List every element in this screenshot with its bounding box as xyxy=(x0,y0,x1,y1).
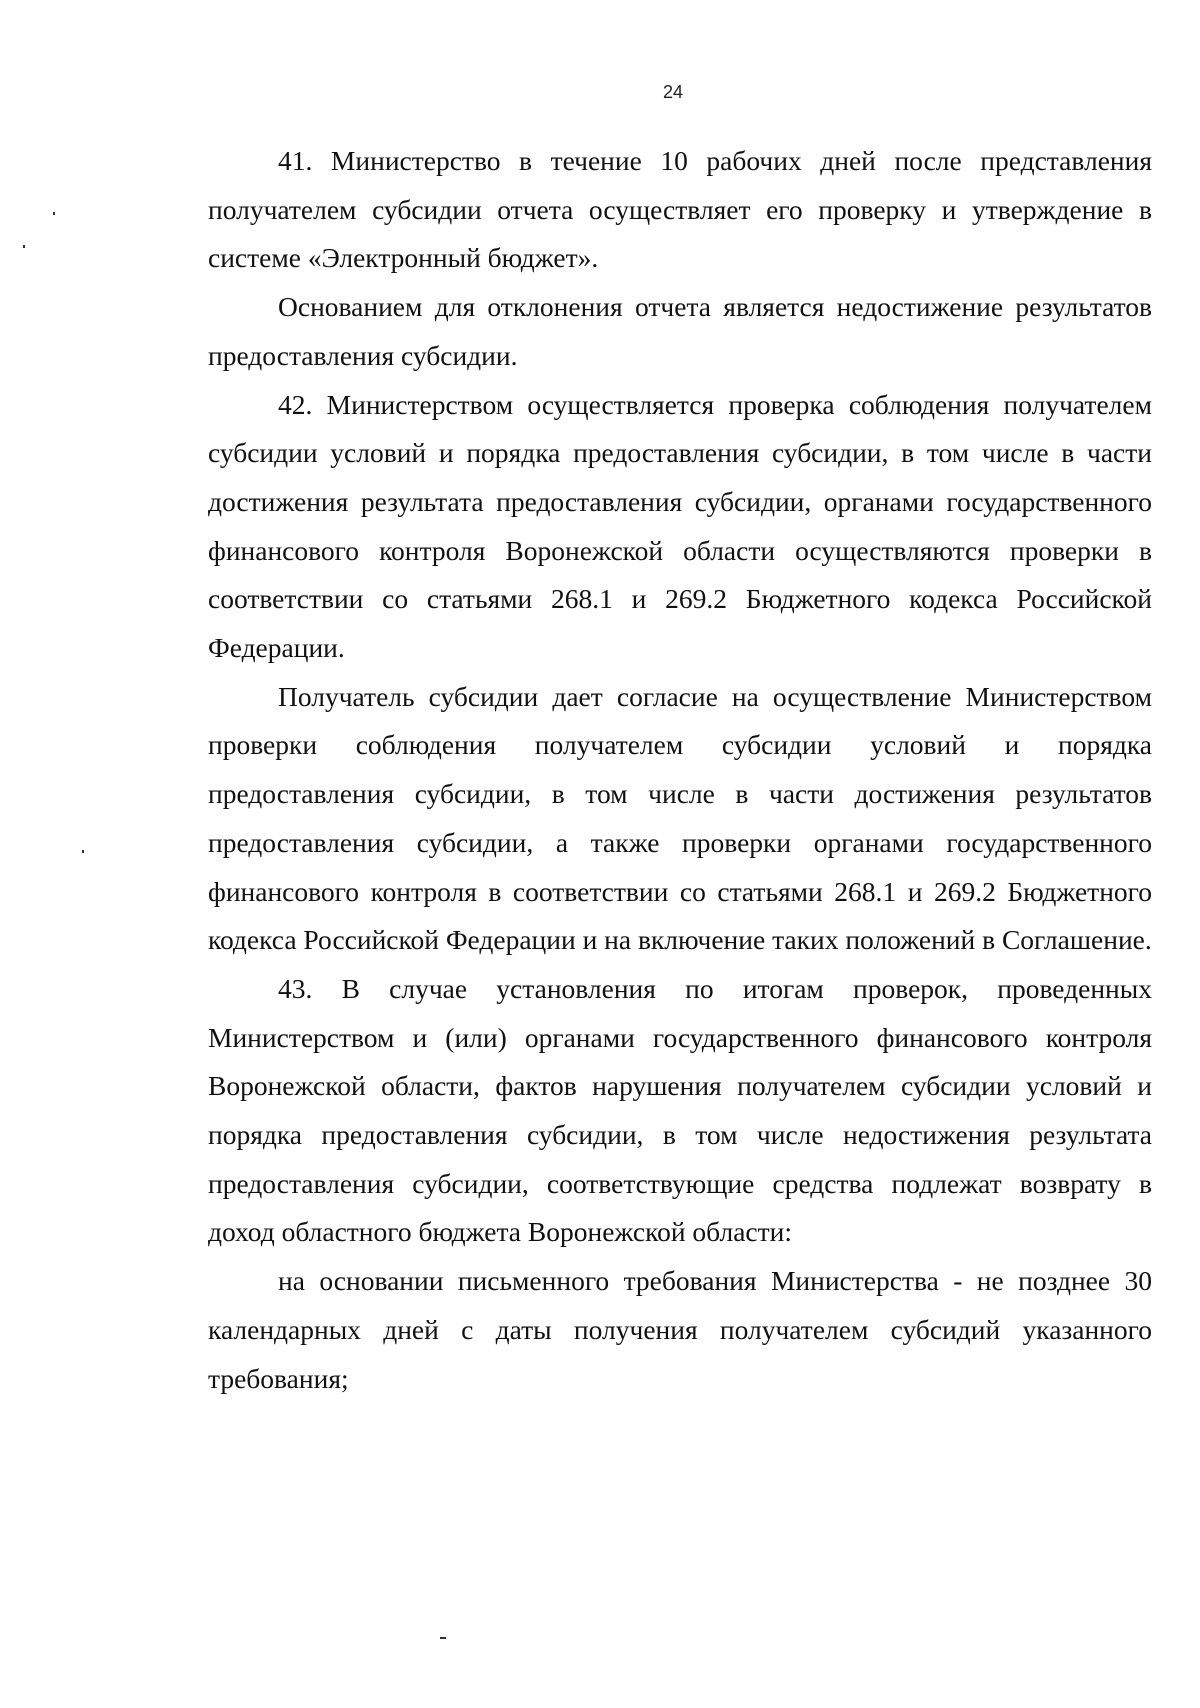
scan-speck xyxy=(53,212,55,215)
page-number: 24 xyxy=(662,82,684,102)
paragraph-43: 43. В случае установления по итогам проверок, проведенных Министерством и (или) органами государственного финансового контроля Воронежской области, фактов нарушения получателем субсидии условий и порядка предоставления субсидии, в том числе недостижения результата предоставления субсидии, соответствующие средства подлежат возврату в доход областного бюджета Воронежской области: xyxy=(208,972,1152,1248)
paragraph-42: 42. Министерством осуществляется проверка соблюдения получателем субсидии условий и порядка предоставления субсидии, в том числе в части достижения результата предоставления субсидии, органами государственного финансового контроля Воронежской области осуществляются проверки в соответствии со статьями 268.1 и 269.2 Бюджетного кодекса Российской Федерации. xyxy=(208,388,1152,664)
document-body xyxy=(208,137,1152,1403)
paragraph-rejection-basis: Основанием для отклонения отчета является недостижение результатов предоставления субсидии. xyxy=(208,291,1152,371)
scan-speck xyxy=(82,850,84,853)
scan-speck xyxy=(440,1637,446,1639)
paragraph-41: 41. Министерство в течение 10 рабочих дней после представления получателем субсидии отчета осуществляет его проверку и утверждение в системе «Электронный бюджет». xyxy=(208,145,1152,274)
paragraph-consent: Получатель субсидии дает согласие на осуществление Министерством проверки соблюдения получателем субсидии условий и порядка предоставления субсидии, в том числе в части достижения результатов предоставления субсидии, а также проверки органами государственного финансового контроля в соответствии со статьями 268.1 и 269.2 Бюджетного кодекса Российской Федерации и на включение таких положений в Соглашение. xyxy=(208,680,1152,956)
scan-speck xyxy=(23,245,25,248)
paragraph-written-demand: на основании письменного требования Министерства - не позднее 30 календарных дней с даты получения получателем субсидий указанного требования; xyxy=(208,1265,1152,1394)
